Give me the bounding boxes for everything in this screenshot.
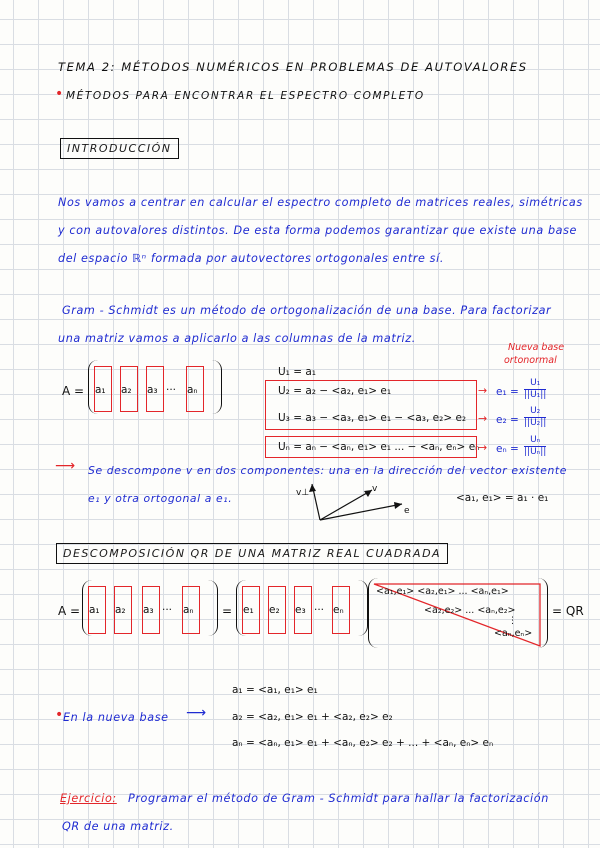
fraction-en-den: ||Uₙ|| — [524, 447, 547, 457]
e1-label: e₁ = — [496, 386, 519, 398]
col-a3: a₃ — [147, 384, 158, 396]
new-basis-note-2: ortonormal — [504, 355, 557, 366]
qr-equals-qr: = QR — [552, 604, 584, 618]
qr-equals: = — [222, 604, 233, 618]
newbase-eq2: a₂ = <a₂, e₁> e₁ + <a₂, e₂> e₂ — [232, 711, 393, 723]
intro-p2-line1: Gram - Schmidt es un método de ortogonalización de una base. Para factorizar — [62, 304, 552, 317]
newbase-eq3: aₙ = <aₙ, e₁> e₁ + <aₙ, e₂> e₂ + ... + <aₙ, eₙ> eₙ — [232, 737, 494, 749]
gs-eq1: U₁ = a₁ — [278, 366, 317, 378]
fraction-e1-num: U₁ — [524, 378, 546, 390]
bullet-dot: • — [55, 86, 64, 102]
qr-r-vdots: ⋮ — [508, 616, 517, 626]
qr-col-en: eₙ — [333, 604, 344, 616]
intro-p1-line2: y con autovalores distintos. De esta forma podemos garantizar que existe una base — [58, 224, 578, 237]
fraction-en-num: Uₙ — [524, 435, 546, 447]
vector-diagram — [298, 478, 418, 528]
newbase-arrow: ⟶ — [186, 705, 207, 721]
qr-col-e3: e₃ — [295, 604, 306, 616]
gs-eq4: Uₙ = aₙ − <aₙ, e₁> e₁ ... − <aₙ, eₙ> eₙ — [278, 441, 480, 453]
qr-heading-box: DESCOMPOSICIÓN QR DE UNA MATRIZ REAL CUADRADA — [56, 543, 448, 564]
gs-bracket-main — [265, 380, 477, 430]
exercise-line1: Programar el método de Gram - Schmidt para hallar la factorización — [128, 792, 549, 805]
qr-col-e2: e₂ — [269, 604, 280, 616]
qr-a-label: A = — [58, 604, 81, 618]
qr-r-row2: <a₂,e₂> ... <aₙ,e₂> — [424, 605, 516, 616]
matrix-a-label: A = — [62, 384, 85, 398]
arrow-e2: → — [478, 412, 488, 425]
qr-r-row1: <a₁,e₁> <a₂,e₁> ... <aₙ,e₁> — [376, 586, 509, 597]
page-title: TEMA 2: MÉTODOS NUMÉRICOS EN PROBLEMAS DE AUTOVALORES — [58, 60, 528, 74]
red-arrow-note: ⟶ — [55, 458, 76, 474]
col-a2: a₂ — [121, 384, 132, 396]
exercise-line2: QR de una matriz. — [62, 820, 174, 833]
exercise-label: Ejercicio: — [60, 792, 117, 805]
v-perp-label: v⊥ — [296, 488, 310, 498]
e2-label: e₂ = — [496, 414, 519, 426]
fraction-en — [524, 435, 546, 458]
decomp-line2: e₁ y otra ortogonal a e₁. — [88, 492, 233, 505]
col-dots: ··· — [166, 384, 177, 396]
gs-bracket-n — [265, 436, 480, 458]
fraction-e2-den: ||U₂|| — [524, 418, 547, 428]
intro-heading-box: INTRODUCCIÓN — [60, 138, 179, 159]
col-an: aₙ — [187, 384, 198, 396]
intro-p1-line1: Nos vamos a centrar en calcular el espectro completo de matrices reales, simétricas — [58, 196, 583, 209]
qr-col-dots-a: ··· — [162, 604, 173, 616]
col-a1: a₁ — [95, 384, 106, 396]
decomp-line1: Se descompone v en dos componentes: una en la dirección del vector existente — [88, 464, 568, 477]
fraction-e1 — [524, 378, 546, 401]
intro-p1-line3: del espacio ℝⁿ formada por autovectores ortogonales entre sí. — [58, 252, 444, 265]
newbase-bullet: • — [55, 707, 64, 723]
fraction-e1-den: ||U₁|| — [524, 390, 547, 400]
qr-col-an: aₙ — [183, 604, 194, 616]
new-basis-note-1: Nueva base — [508, 342, 565, 353]
arrow-en: → — [478, 441, 488, 454]
en-label: eₙ = — [496, 443, 519, 455]
gs-eq3: U₃ = a₃ − <a₃, e₁> e₁ − <a₃, e₂> e₂ — [278, 412, 467, 424]
intro-p2-line2: una matriz vamos a aplicarlo a las columnas de la matriz. — [58, 332, 416, 345]
qr-col-a1: a₁ — [89, 604, 100, 616]
qr-col-a3: a₃ — [143, 604, 154, 616]
qr-col-e1: e₁ — [243, 604, 254, 616]
arrow-e1: → — [478, 384, 488, 397]
v-label: v — [372, 484, 378, 494]
newbase-eq1: a₁ = <a₁, e₁> e₁ — [232, 684, 318, 696]
page-subtitle: MÉTODOS PARA ENCONTRAR EL ESPECTRO COMPLETO — [66, 90, 425, 102]
fraction-e2 — [524, 406, 546, 429]
e-label: e — [404, 506, 410, 516]
newbase-label: En la nueva base — [63, 711, 169, 724]
qr-col-dots-e: ··· — [314, 604, 325, 616]
qr-r-row3: <aₙ,eₙ> — [494, 628, 533, 639]
projection-eq: <a₁, e₁> = a₁ · e₁ — [456, 492, 549, 504]
qr-col-a2: a₂ — [115, 604, 126, 616]
gs-eq2: U₂ = a₂ − <a₂, e₁> e₁ — [278, 385, 392, 397]
fraction-e2-num: U₂ — [524, 406, 546, 418]
